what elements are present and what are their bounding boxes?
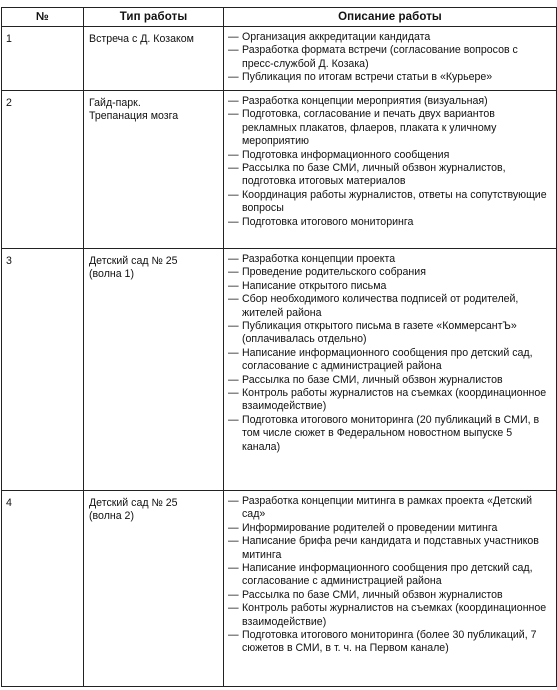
row-work-description (224, 27, 557, 91)
description-item: — Подготовка итогового мониторинга (20 публикаций в СМИ, в том числе сюжет в Федеральном новостном выпуске 5 канала) (228, 414, 552, 454)
table-row (2, 249, 557, 491)
description-item: — Написание информационного сообщения про детский сад, согласование с администрацией района (228, 347, 552, 374)
description-item: — Подготовка информационного сообщения (228, 149, 552, 162)
row-work-description (224, 491, 557, 687)
row-number: 2 (2, 91, 84, 249)
row-work-type (84, 491, 224, 687)
row-number: 3 (2, 249, 84, 491)
header-work-type: Тип работы (84, 8, 224, 27)
description-item: — Подготовка, согласование и печать двух вариантов рекламных плакатов, флаеров, плаката к уличному мероприятию (228, 108, 552, 148)
description-item: — Рассылка по базе СМИ, личный обзвон журналистов, подготовка итоговых материалов (228, 162, 552, 189)
description-item: — Контроль работы журналистов на съемках (координационное взаимодействие) (228, 387, 552, 414)
description-item: — Разработка концепции мероприятия (визуальная) (228, 95, 552, 108)
description-item: — Информирование родителей о проведении митинга (228, 522, 552, 535)
description-item: — Подготовка итогового мониторинга (более 30 публикаций, 7 сюжетов в СМИ, в т. ч. на Первом канале) (228, 629, 552, 656)
row-number: 1 (2, 27, 84, 91)
work-type-line: Детский сад № 25 (89, 255, 178, 267)
row-work-type (84, 91, 224, 249)
row-work-type (84, 249, 224, 491)
description-item: — Разработка формата встречи (согласование вопросов с пресс-службой Д. Козака) (228, 44, 552, 71)
description-item: — Проведение родительского собрания (228, 266, 552, 279)
description-item: — Написание информационного сообщения про детский сад, согласование с администрацией района (228, 562, 552, 589)
work-type-line: (волна 1) (89, 268, 134, 281)
row-work-description (224, 91, 557, 249)
table-row (2, 491, 557, 687)
description-item: — Разработка концепции митинга в рамках проекта «Детский сад» (228, 495, 552, 522)
description-item: — Публикация открытого письма в газете «КоммерсантЪ» (оплачивалась отдельно) (228, 320, 552, 347)
row-number: 4 (2, 491, 84, 687)
description-item: — Написание брифа речи кандидата и подставных участников митинга (228, 535, 552, 562)
description-item: — Подготовка итогового мониторинга (228, 216, 552, 229)
description-item: — Рассылка по базе СМИ, личный обзвон журналистов (228, 374, 552, 387)
row-work-type (84, 27, 224, 91)
work-type-line: Гайд-парк. (89, 97, 141, 109)
work-table (1, 7, 557, 687)
description-item: — Публикация по итогам встречи статьи в «Курьере» (228, 71, 552, 84)
header-work-description: Описание работы (224, 8, 557, 27)
description-item: — Рассылка по базе СМИ, личный обзвон журналистов (228, 589, 552, 602)
table-row (2, 27, 557, 91)
header-number: № (2, 8, 84, 27)
header-row (2, 8, 557, 27)
description-item: — Организация аккредитации кандидата (228, 31, 552, 44)
description-item: — Написание открытого письма (228, 280, 552, 293)
description-item: — Разработка концепции проекта (228, 253, 552, 266)
description-item: — Контроль работы журналистов на съемках (координационное взаимодействие) (228, 602, 552, 629)
description-item: — Координация работы журналистов, ответы на сопутствующие вопросы (228, 189, 552, 216)
work-type-line: (волна 2) (89, 510, 134, 523)
table-row (2, 91, 557, 249)
row-work-description (224, 249, 557, 491)
description-item: — Сбор необходимого количества подписей от родителей, жителей района (228, 293, 552, 320)
work-type-line: Детский сад № 25 (89, 497, 178, 509)
work-type-line: Встреча с Д. Козаком (89, 33, 194, 45)
work-type-line: Трепанация мозга (89, 110, 179, 123)
